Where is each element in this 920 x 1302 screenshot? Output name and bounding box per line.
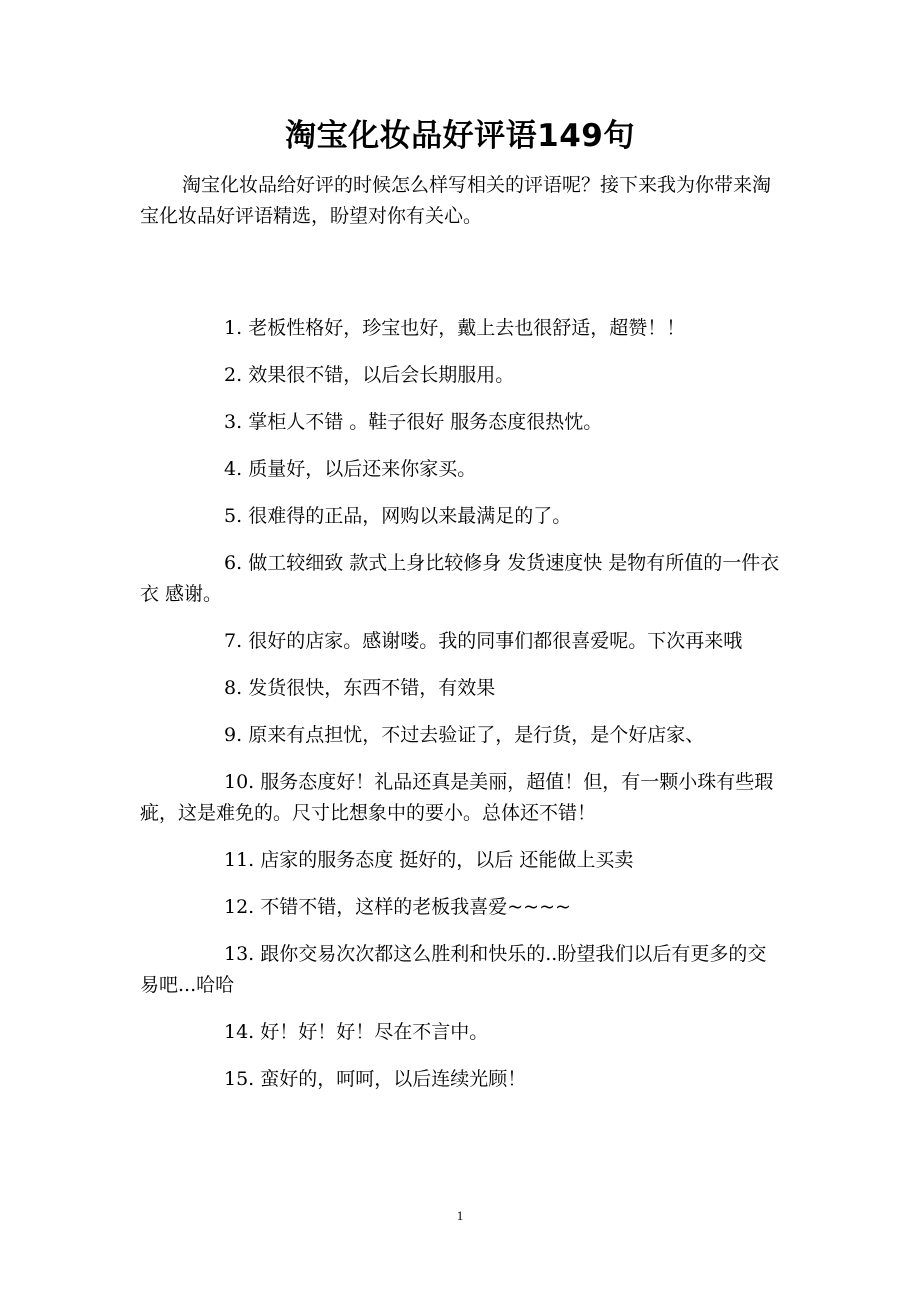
list-item <box>140 548 785 610</box>
item-number: 11. <box>224 849 255 871</box>
item-text: 好！好！好！尽在不言中。 <box>260 1021 489 1043</box>
item-text: 掌柜人不错 。鞋子很好 服务态度很热忱。 <box>248 411 603 433</box>
item-text: 很难得的正品，网购以来最满足的了。 <box>248 505 572 527</box>
item-text: 服务态度好！礼品还真是美丽，超值！但，有一颗小珠有些瑕疵，这是难免的。尺寸比想象中的要小。总体还不错！ <box>140 771 774 824</box>
item-number: 4. <box>224 458 243 480</box>
item-number: 2. <box>224 364 243 386</box>
item-text: 店家的服务态度 挺好的，以后 还能做上买卖 <box>260 849 634 871</box>
list-item <box>140 845 785 876</box>
item-number: 3. <box>224 411 243 433</box>
document-title: 淘宝化妆品好评语149句 <box>285 118 635 154</box>
list-item <box>140 939 785 1001</box>
item-text: 原来有点担忧，不过去验证了，是行货，是个好店家、 <box>248 724 705 746</box>
item-number: 14. <box>224 1021 255 1043</box>
list-item <box>140 407 785 438</box>
list-item <box>140 1017 785 1048</box>
item-number: 13. <box>224 943 255 965</box>
list-item <box>140 360 785 391</box>
list-item <box>140 720 785 751</box>
item-number: 5. <box>224 505 243 527</box>
item-number: 12. <box>224 896 255 918</box>
item-number: 6. <box>224 552 243 574</box>
item-text: 做工较细致 款式上身比较修身 发货速度快 是物有所值的一件衣衣 感谢。 <box>140 552 780 605</box>
list-item <box>140 892 785 923</box>
intro-block <box>140 170 785 232</box>
item-text: 老板性格好，珍宝也好，戴上去也很舒适，超赞！！ <box>248 317 686 339</box>
item-text: 不错不错，这样的老板我喜爱~~~~ <box>260 896 571 918</box>
list-item <box>140 673 785 704</box>
item-text: 效果很不错，以后会长期服用。 <box>248 364 515 386</box>
item-number: 1. <box>224 317 243 339</box>
item-number: 7. <box>224 630 243 652</box>
item-text: 蛮好的，呵呵，以后连续光顾！ <box>260 1068 527 1090</box>
item-text: 发货很快，东西不错，有效果 <box>248 677 496 699</box>
item-number: 8. <box>224 677 243 699</box>
item-number: 15. <box>224 1068 255 1090</box>
page-number: 1 <box>456 1208 464 1223</box>
list-item <box>140 1064 785 1095</box>
item-text: 很好的店家。感谢喽。我的同事们都很喜爱呢。下次再来哦 <box>248 630 743 652</box>
list-item <box>140 313 785 344</box>
list-item <box>140 626 785 657</box>
item-number: 10. <box>224 771 255 793</box>
list-item <box>140 767 785 829</box>
list-item <box>140 501 785 532</box>
list-item <box>140 454 785 485</box>
item-text: 跟你交易次次都这么胜利和快乐的..盼望我们以后有更多的交易吧...哈哈 <box>140 943 767 996</box>
item-text: 质量好，以后还来你家买。 <box>248 458 477 480</box>
review-list <box>140 313 785 1095</box>
intro-paragraph: 淘宝化妆品给好评的时候怎么样写相关的评语呢？接下来我为你带来淘宝化妆品好评语精选，盼望对你有关心。 <box>140 174 772 227</box>
item-number: 9. <box>224 724 243 746</box>
